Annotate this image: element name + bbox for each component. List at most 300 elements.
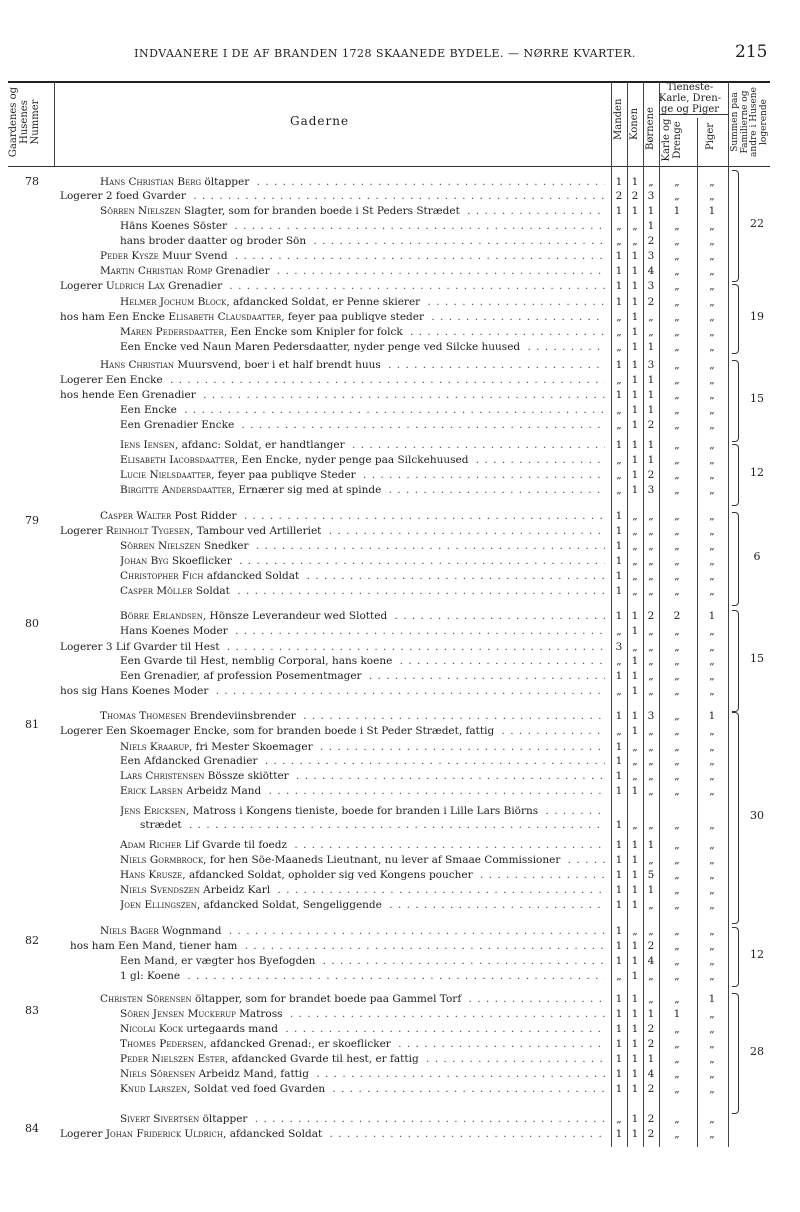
- table-row: [140, 818, 715, 833]
- entry-text: [120, 1082, 605, 1097]
- header-piger: Piger: [705, 122, 716, 150]
- cell-manden: 1: [615, 670, 623, 682]
- entry-label: [120, 625, 231, 637]
- header-manden: Manden: [613, 98, 624, 140]
- entry-text: [100, 924, 605, 939]
- cell-konen: „: [632, 641, 638, 653]
- entry-text: [120, 418, 605, 433]
- entry-label: [100, 205, 463, 217]
- cell-manden: 1: [615, 819, 623, 831]
- header-bottom-rule: [8, 166, 770, 167]
- cell-manden: 1: [615, 710, 623, 722]
- cell-piger: „: [709, 1068, 715, 1080]
- entry-post: Wognmand: [158, 925, 222, 937]
- cell-born: 3: [647, 359, 655, 371]
- table-row: [120, 1022, 715, 1037]
- cell-konen: 1: [631, 1023, 639, 1035]
- cell-karle: „: [674, 641, 680, 653]
- cell-piger: „: [709, 819, 715, 831]
- entry-text: [120, 868, 605, 883]
- entry-label: [60, 374, 166, 386]
- cell-piger: „: [709, 1008, 715, 1020]
- entry-post: öltapper: [201, 176, 250, 188]
- group-total: 22: [750, 217, 764, 230]
- entry-text: [120, 325, 605, 340]
- entry-post: , Een Encke som Knipler for folck: [223, 326, 403, 338]
- table-row: [120, 609, 716, 624]
- cell-piger: „: [709, 1023, 715, 1035]
- cell-manden: „: [616, 625, 622, 637]
- cell-born: „: [648, 725, 654, 737]
- entry-post: , afdancked Soldat: [223, 1128, 323, 1140]
- group-brace: [732, 444, 739, 506]
- entry-name: Birgitte Andersdaatter: [120, 484, 232, 496]
- entry-text: [100, 264, 605, 279]
- cell-konen: „: [632, 555, 638, 567]
- table-row: [120, 654, 715, 669]
- entry-text: [100, 249, 605, 264]
- entry-label: [120, 955, 318, 967]
- cell-konen: 1: [631, 1068, 639, 1080]
- cell-manden: 1: [615, 389, 623, 401]
- cell-piger: 1: [708, 205, 716, 217]
- cell-piger: „: [709, 265, 715, 277]
- entry-pre: Logerer Een Skoemager Encke, som for branden boede i St Peder Strædet, fattig: [60, 725, 495, 737]
- entry-label: [100, 710, 299, 722]
- entry-label: [120, 570, 302, 582]
- cell-konen: „: [632, 510, 638, 522]
- cell-karle: „: [674, 899, 680, 911]
- cell-piger: „: [709, 439, 715, 451]
- cell-born: 1: [647, 1008, 655, 1020]
- cell-karle: „: [674, 819, 680, 831]
- cell-manden: „: [616, 725, 622, 737]
- cell-piger: „: [709, 625, 715, 637]
- entry-post: , afdancked Soldat, Sengeliggende: [196, 899, 382, 911]
- cell-konen: 1: [631, 404, 639, 416]
- cell-manden: 1: [615, 439, 623, 451]
- cell-karle: „: [674, 685, 680, 697]
- cell-born: 2: [647, 1083, 655, 1095]
- entry-label: [120, 454, 471, 466]
- entry-post: , fri Mester Skoemager: [188, 741, 313, 753]
- cell-karle: „: [674, 404, 680, 416]
- cell-born: 3: [647, 190, 655, 202]
- table-row: [120, 325, 715, 340]
- entry-text: [120, 784, 605, 799]
- cell-manden: „: [616, 311, 622, 323]
- cell-konen: 1: [631, 374, 639, 386]
- table-row: [100, 264, 715, 279]
- table-row: [100, 509, 715, 524]
- cell-born: „: [648, 510, 654, 522]
- cell-manden: 2: [615, 190, 623, 202]
- entry-text: [120, 554, 605, 569]
- entry-name: Jens Ericksen: [120, 805, 186, 817]
- cell-konen: 1: [631, 993, 639, 1005]
- entry-label: [120, 484, 384, 496]
- cell-born: „: [648, 685, 654, 697]
- group-total: 19: [750, 310, 764, 323]
- entry-name: Lars Christensen: [120, 770, 205, 782]
- entry-label: [120, 1068, 312, 1080]
- cell-konen: „: [632, 585, 638, 597]
- table-row: [120, 868, 715, 883]
- entry-label: [120, 970, 183, 982]
- cell-karle: „: [674, 884, 680, 896]
- table-row: [120, 784, 715, 799]
- cell-manden: „: [616, 1113, 622, 1125]
- table-row: [60, 189, 715, 204]
- group-brace: [732, 512, 739, 606]
- group-total: 12: [750, 948, 764, 961]
- entry-pre: Logerer: [60, 1128, 106, 1140]
- cell-konen: 1: [631, 839, 639, 851]
- cell-piger: „: [709, 484, 715, 496]
- entry-text: [120, 804, 605, 819]
- cell-karle: „: [674, 1038, 680, 1050]
- entry-post: , Hönsze Leverandeur wed Slotted: [202, 610, 388, 622]
- page-number: 215: [735, 42, 768, 62]
- table-row: [120, 804, 605, 819]
- table-row: [120, 234, 715, 249]
- cell-manden: „: [616, 454, 622, 466]
- cell-karle: „: [674, 374, 680, 386]
- entry-name: Hans Christian: [100, 359, 175, 371]
- cell-piger: „: [709, 341, 715, 353]
- cell-karle: „: [674, 993, 680, 1005]
- entry-label: [120, 670, 365, 682]
- entry-label: [120, 404, 180, 416]
- cell-karle: „: [674, 341, 680, 353]
- cell-manden: „: [616, 374, 622, 386]
- cell-born: 1: [647, 220, 655, 232]
- cell-manden: 1: [615, 1068, 623, 1080]
- group-total: 12: [750, 466, 764, 479]
- entry-text: [120, 1022, 605, 1037]
- cell-piger: „: [709, 755, 715, 767]
- cell-karle: „: [674, 235, 680, 247]
- col-rule-gaard: [54, 82, 55, 166]
- cell-manden: 1: [615, 770, 623, 782]
- entry-label: [120, 805, 541, 817]
- entry-post: Snedker: [200, 540, 249, 552]
- entry-post: , Soldat ved foed Gvarden: [187, 1083, 326, 1095]
- cell-born: „: [648, 785, 654, 797]
- table-row: [100, 358, 715, 373]
- cell-piger: „: [709, 359, 715, 371]
- entry-post: Arbeidz Karl: [199, 884, 271, 896]
- entry-pre: hos hende Een Grenadier: [60, 389, 196, 401]
- cell-piger: „: [709, 970, 715, 982]
- cell-manden: 1: [615, 869, 623, 881]
- entry-text: [120, 769, 605, 784]
- table-row: [120, 1007, 715, 1022]
- cell-piger: „: [709, 869, 715, 881]
- cell-karle: „: [674, 570, 680, 582]
- table-row: [100, 249, 715, 264]
- entry-label: [60, 685, 211, 697]
- table-row: [60, 724, 715, 739]
- cell-karle: „: [674, 220, 680, 232]
- entry-post: , feyer paa publiqve Steder: [211, 469, 356, 481]
- cell-konen: 1: [631, 454, 639, 466]
- table-row: [60, 524, 715, 539]
- cell-manden: 1: [615, 1023, 623, 1035]
- cell-piger: „: [709, 326, 715, 338]
- cell-karle: „: [674, 439, 680, 451]
- entry-label: [60, 389, 199, 401]
- cell-karle: „: [674, 585, 680, 597]
- running-head: INDVAANERE I DE AF BRANDEN 1728 SKAANEDE BYDELE. — NØRRE KVARTER.: [134, 47, 636, 60]
- cell-born: 3: [647, 250, 655, 262]
- cell-konen: 1: [631, 955, 639, 967]
- cell-konen: 1: [631, 359, 639, 371]
- cell-konen: 1: [631, 869, 639, 881]
- cell-piger: „: [709, 280, 715, 292]
- cell-konen: 1: [631, 205, 639, 217]
- entry-label: [120, 1008, 286, 1020]
- entry-name: Elisabeth Clausdaatter: [168, 311, 282, 323]
- cell-karle: „: [674, 469, 680, 481]
- cell-piger: „: [709, 374, 715, 386]
- entry-post: , afdancked Grenad:, er skoeflicker: [203, 1038, 391, 1050]
- cell-karle: „: [674, 770, 680, 782]
- entry-text: [120, 483, 605, 498]
- entry-label: [100, 176, 252, 188]
- entry-label: [120, 770, 292, 782]
- entry-name: Niels Kraarup: [120, 741, 189, 753]
- entry-text: [60, 189, 605, 204]
- gaard-number: 84: [25, 1122, 39, 1135]
- entry-name: Thomes Pedersen: [120, 1038, 204, 1050]
- col-rule-piger: [697, 118, 698, 1147]
- entry-label: [60, 641, 223, 653]
- entry-post: Een Grenadier, af profession Posementmager: [120, 670, 362, 682]
- cell-piger: „: [709, 839, 715, 851]
- entry-text: [100, 358, 605, 373]
- cell-piger: „: [709, 741, 715, 753]
- entry-label: [120, 296, 423, 308]
- cell-konen: 1: [631, 625, 639, 637]
- cell-manden: „: [616, 341, 622, 353]
- cell-manden: „: [616, 220, 622, 232]
- entry-text: [120, 624, 605, 639]
- cell-karle: „: [674, 869, 680, 881]
- entry-name: Thomas Thomesen: [100, 710, 187, 722]
- cell-manden: 1: [615, 540, 623, 552]
- entry-post: , afdancked Soldat, opholder sig ved Kongens poucher: [182, 869, 473, 881]
- cell-born: „: [648, 854, 654, 866]
- entry-label: [60, 190, 189, 202]
- cell-piger: „: [709, 1083, 715, 1095]
- cell-manden: 1: [615, 925, 623, 937]
- cell-karle: „: [674, 839, 680, 851]
- cell-karle: „: [674, 625, 680, 637]
- entry-name: Lucie Nielsdaatter: [120, 469, 212, 481]
- entry-text: [120, 468, 605, 483]
- cell-born: 1: [647, 341, 655, 353]
- entry-text: [120, 1052, 605, 1067]
- cell-piger: „: [709, 404, 715, 416]
- group-total: 30: [750, 809, 764, 822]
- cell-born: 1: [647, 454, 655, 466]
- group-brace: [732, 610, 739, 712]
- table-row: [100, 924, 715, 939]
- entry-name: Martin Christian Romp: [100, 265, 213, 277]
- gaard-number: 81: [25, 718, 39, 731]
- cell-born: „: [648, 770, 654, 782]
- entry-name: Adam Richer: [120, 839, 182, 851]
- entry-post: afdancked Soldat: [203, 570, 300, 582]
- cell-konen: 1: [631, 419, 639, 431]
- table-row: [120, 954, 715, 969]
- entry-label: [70, 940, 240, 952]
- cell-born: 2: [647, 1023, 655, 1035]
- cell-born: 1: [647, 389, 655, 401]
- entry-text: [100, 709, 605, 724]
- table-row: [120, 898, 715, 913]
- cell-born: 2: [647, 235, 655, 247]
- cell-manden: „: [616, 469, 622, 481]
- cell-born: 3: [647, 710, 655, 722]
- entry-text: [120, 403, 605, 418]
- header-gaard: Gaardenes og Husenes Nummer: [8, 86, 41, 158]
- entry-label: [100, 993, 464, 1005]
- cell-manden: 1: [615, 296, 623, 308]
- cell-manden: 1: [615, 1128, 623, 1140]
- entry-text: [120, 954, 605, 969]
- cell-piger: „: [709, 670, 715, 682]
- table-row: [70, 939, 715, 954]
- cell-manden: 1: [615, 940, 623, 952]
- entry-post: Grenadier: [212, 265, 270, 277]
- cell-konen: „: [632, 540, 638, 552]
- cell-konen: „: [632, 235, 638, 247]
- entry-label: [100, 359, 384, 371]
- entry-name: Christen Sörensen: [100, 993, 192, 1005]
- cell-konen: 1: [631, 389, 639, 401]
- cell-konen: 1: [631, 1038, 639, 1050]
- cell-karle: „: [674, 190, 680, 202]
- cell-piger: „: [709, 925, 715, 937]
- header-gaderne: Gaderne: [290, 114, 350, 128]
- cell-konen: „: [632, 925, 638, 937]
- cell-born: 5: [647, 869, 655, 881]
- table-row: [60, 279, 715, 294]
- entry-text: [60, 524, 605, 539]
- cell-konen: 1: [631, 655, 639, 667]
- cell-piger: „: [709, 296, 715, 308]
- cell-piger: „: [709, 419, 715, 431]
- cell-born: 2: [647, 940, 655, 952]
- entry-post: urtegaards mand: [183, 1023, 278, 1035]
- cell-born: 3: [647, 484, 655, 496]
- entry-name: Christopher Fich: [120, 570, 204, 582]
- entry-label: [120, 1023, 281, 1035]
- entry-label: [120, 741, 316, 753]
- table-row: [120, 624, 715, 639]
- cell-piger: „: [709, 655, 715, 667]
- cell-konen: 1: [631, 940, 639, 952]
- cell-born: „: [648, 655, 654, 667]
- cell-konen: 1: [631, 899, 639, 911]
- cell-konen: „: [632, 741, 638, 753]
- entry-name: Reinholt Tygesen: [105, 525, 191, 537]
- entry-label: [140, 819, 185, 831]
- entry-text: [120, 1007, 605, 1022]
- entry-text: [100, 204, 605, 219]
- entry-label: [120, 1053, 422, 1065]
- cell-born: 2: [647, 469, 655, 481]
- group-brace: [732, 927, 739, 987]
- cell-manden: 1: [615, 884, 623, 896]
- cell-konen: „: [632, 525, 638, 537]
- cell-piger: „: [709, 250, 715, 262]
- group-total: 6: [753, 550, 761, 563]
- cell-piger: „: [709, 1113, 715, 1125]
- entry-post: Post Ridder: [171, 510, 237, 522]
- cell-born: „: [648, 540, 654, 552]
- gaard-number: 78: [25, 175, 39, 188]
- entry-label: [100, 925, 225, 937]
- entry-label: [120, 610, 390, 622]
- entry-text: [60, 279, 605, 294]
- table-row: [120, 340, 715, 355]
- cell-konen: 1: [631, 685, 639, 697]
- entry-label: [120, 1113, 250, 1125]
- entry-post: Brendeviinsbrender: [186, 710, 296, 722]
- cell-konen: 1: [631, 1053, 639, 1065]
- entry-post: Slagter, som for branden boede i St Peders Strædet: [180, 205, 460, 217]
- cell-konen: 1: [631, 725, 639, 737]
- table-row: [120, 438, 715, 453]
- cell-born: „: [648, 819, 654, 831]
- entry-text: [60, 684, 605, 699]
- entry-text: [120, 609, 605, 624]
- cell-born: „: [648, 555, 654, 567]
- entry-label: [100, 250, 231, 262]
- table-row: [120, 539, 715, 554]
- cell-piger: „: [709, 311, 715, 323]
- entry-post: Häns Koenes Söster: [120, 220, 228, 232]
- cell-karle: „: [674, 540, 680, 552]
- entry-post: Een Gvarde til Hest, nemblig Corporal, hans koene: [120, 655, 393, 667]
- cell-karle: 1: [673, 205, 681, 217]
- cell-manden: 1: [615, 610, 623, 622]
- cell-konen: 1: [631, 311, 639, 323]
- cell-manden: 1: [615, 265, 623, 277]
- table-row: [120, 769, 715, 784]
- table-row: [120, 403, 715, 418]
- table-row: [120, 569, 715, 584]
- cell-manden: „: [616, 484, 622, 496]
- entry-name: Maren Pedersdaatter: [120, 326, 224, 338]
- entry-name: Casper Möller: [120, 585, 193, 597]
- col-rule-karle: [659, 82, 660, 1147]
- cell-karle: „: [674, 755, 680, 767]
- entry-post: , Tambour ved Artilleriet: [190, 525, 322, 537]
- cell-karle: „: [674, 1083, 680, 1095]
- cell-konen: 1: [631, 265, 639, 277]
- cell-karle: „: [674, 1128, 680, 1140]
- cell-manden: 1: [615, 555, 623, 567]
- entry-name: Uldrich Lax: [105, 280, 165, 292]
- cell-born: 2: [647, 296, 655, 308]
- entry-post: Arbeidz Mand: [182, 785, 262, 797]
- cell-manden: 1: [615, 510, 623, 522]
- table-row: [120, 453, 715, 468]
